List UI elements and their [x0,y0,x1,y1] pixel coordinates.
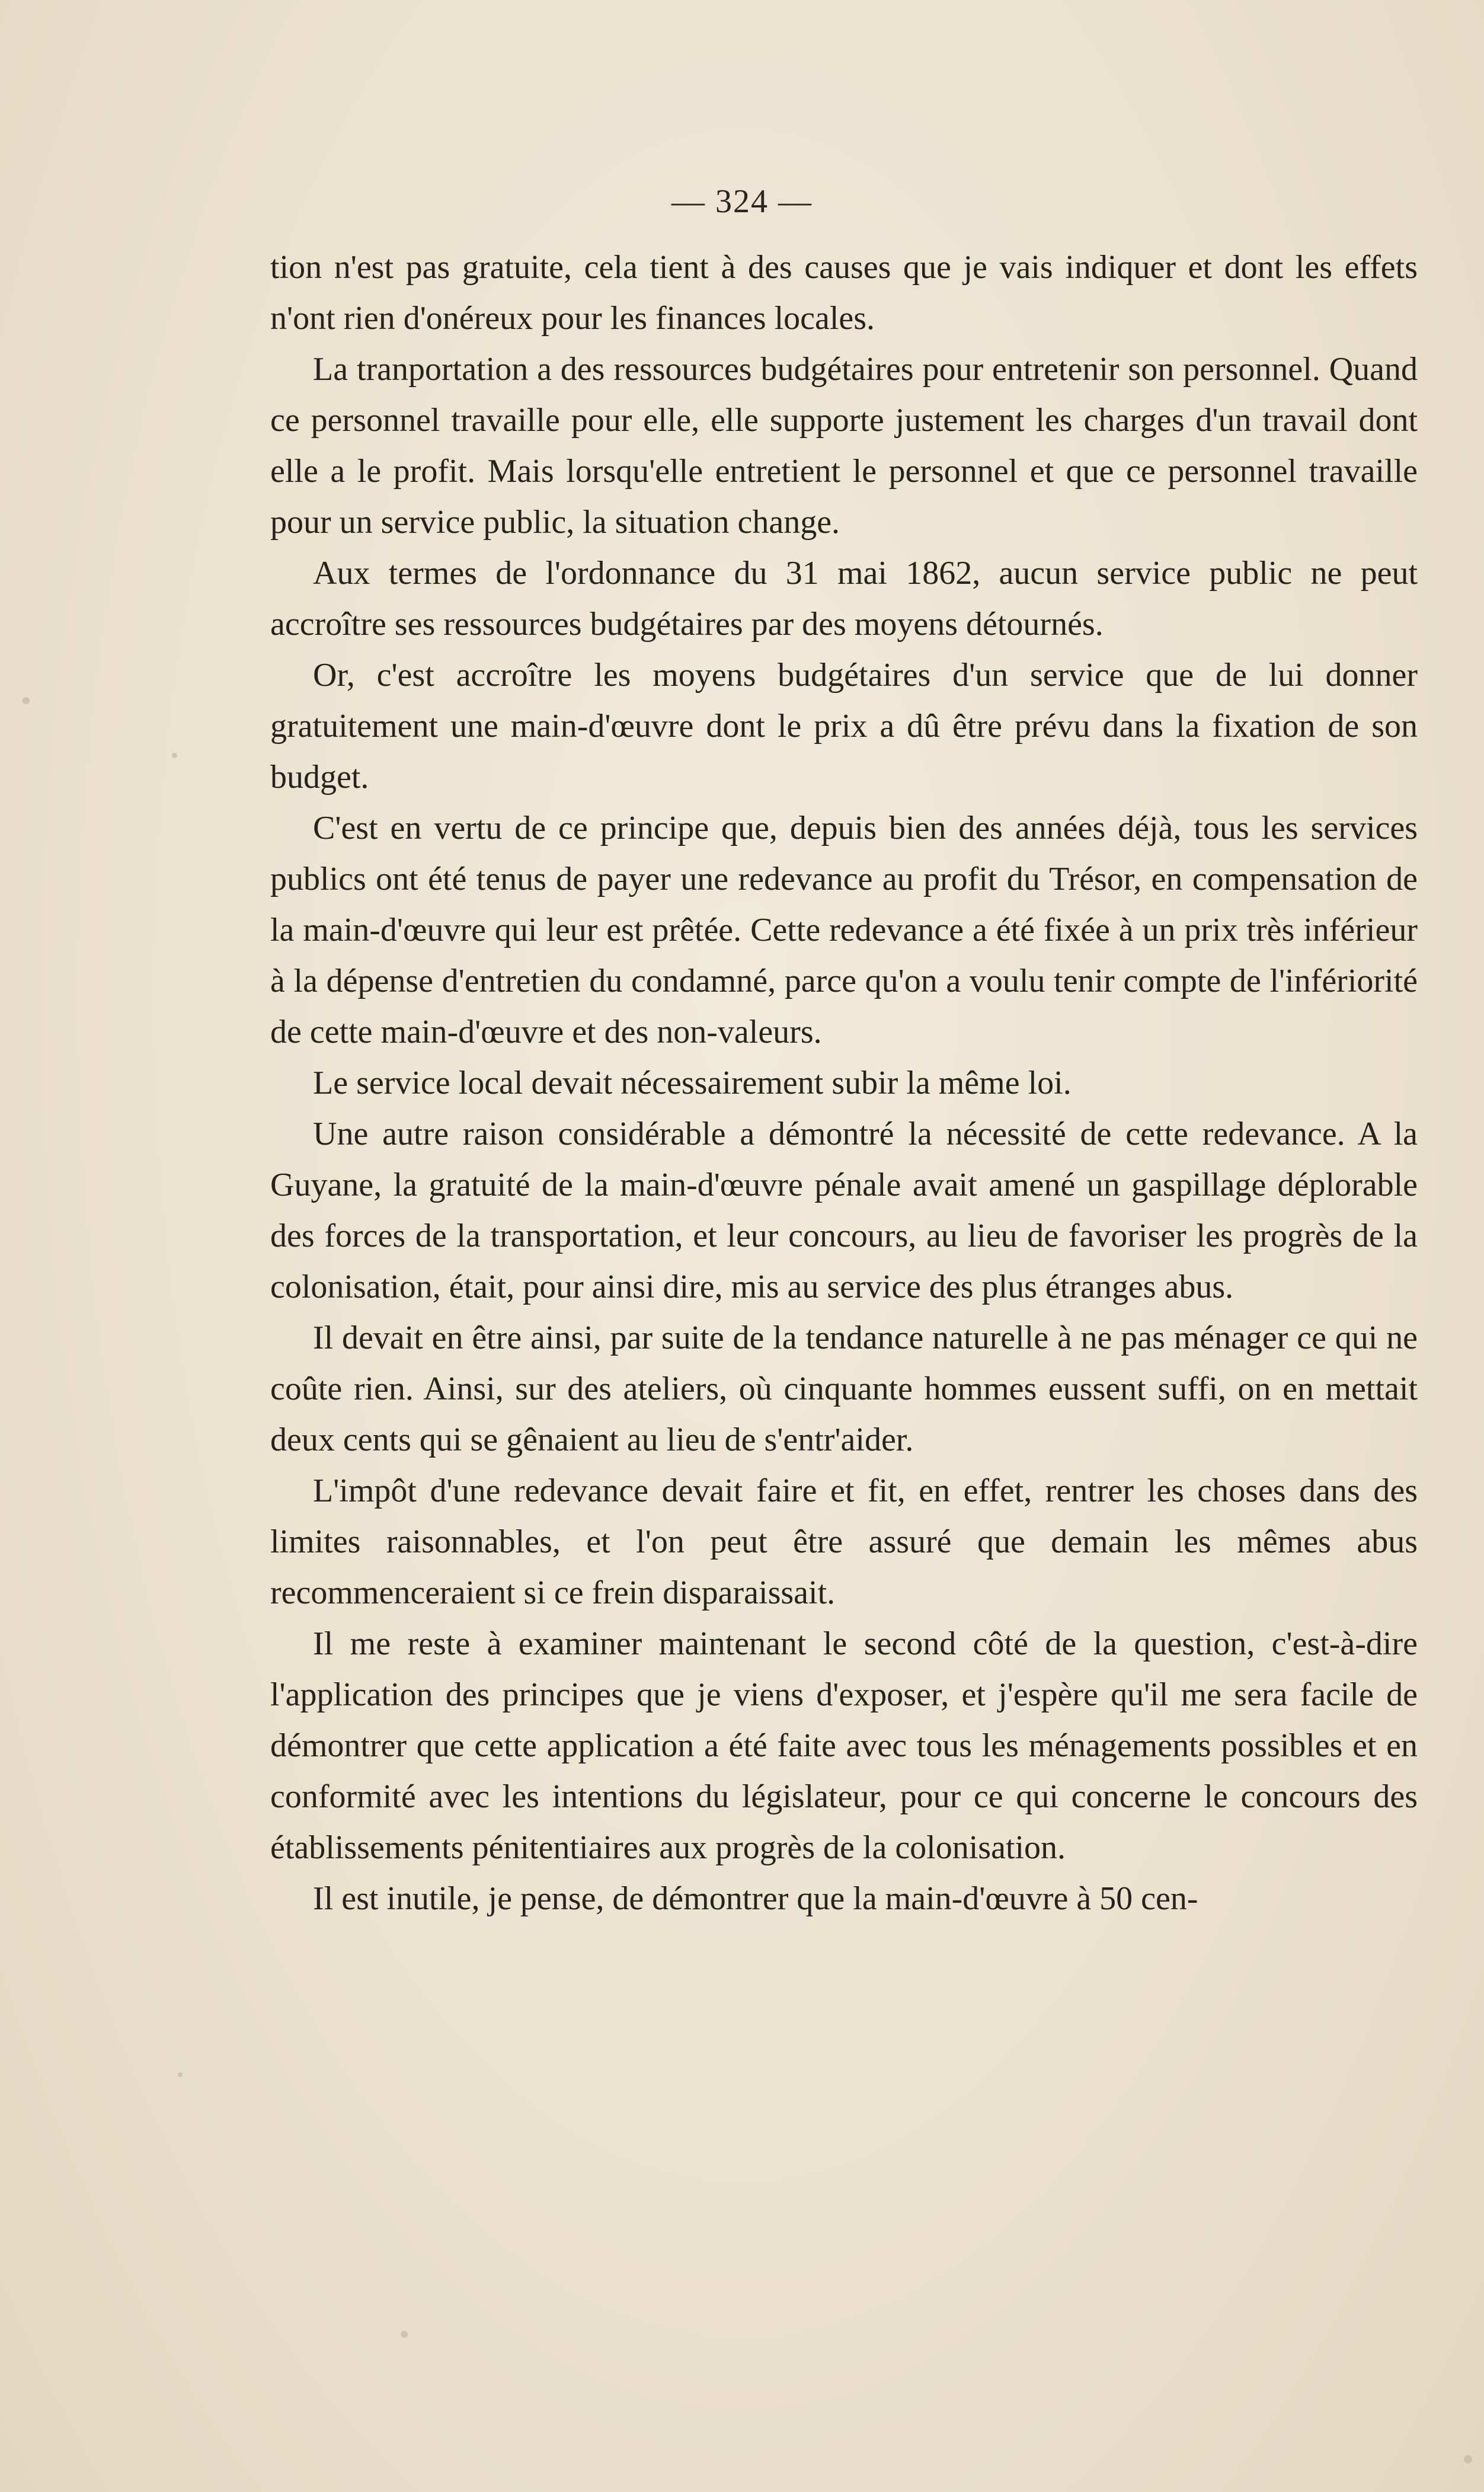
paragraph: L'impôt d'une redevance devait faire et fit, en effet, rentrer les choses dans des limites raisonnables, et l'on peut être assuré que demain les mêmes abus recommenceraient si ce frein disparaissait. [270,1472,1418,1611]
paragraph: Il me reste à examiner maintenant le second côté de la question, c'est-à-dire l'application des principes que je viens d'exposer, et j'espère qu'il me sera facile de démontrer que cette application a été faite avec tous les ménagements possibles et en conformité avec les intentions du législateur, pour ce qui concerne le concours des établissements pénitentiaires aux progrès de la colonisation. [270,1625,1418,1866]
page-number: — 324 — [671,183,813,220]
paragraph: tion n'est pas gratuite, cela tient à des causes que je vais indiquer et dont les effets n'ont rien d'onéreux pour les finances locales. [270,249,1418,337]
paragraph: Il devait en être ainsi, par suite de la tendance naturelle à ne pas ménager ce qui ne coûte rien. Ainsi, sur des ateliers, où cinquante hommes eussent suffi, on en mettait deux cents qui se gênaient au lieu de s'entr'aider. [270,1320,1418,1458]
paragraph: La tranportation a des ressources budgétaires pour entretenir son personnel. Quand ce personnel travaille pour elle, elle supporte justement les charges d'un travail dont elle a le profit. Mais lorsqu'elle entretient le personnel et que ce personnel travaille pour un service public, la situation change. [270,351,1418,541]
paper-speck [172,753,177,758]
page-body-text [270,242,1418,1924]
paragraph: C'est en vertu de ce principe que, depuis bien des années déjà, tous les services publics ont été tenus de payer une redevance au profit du Trésor, en compensation de la main-d'œuvre qui leur est prêtée. Cette redevance a été fixée à un prix très inférieur à la dépense d'entretien du condamné, parce qu'on a voulu tenir compte de l'infériorité de cette main-d'œuvre et des non-valeurs. [270,810,1418,1050]
paper-speck [178,2072,183,2077]
paper-speck [23,697,30,704]
paragraph: Le service local devait nécessairement subir la même loi. [313,1065,1072,1101]
paper-speck [1464,2455,1472,2464]
paper-speck [401,2331,408,2338]
paragraph: Aux termes de l'ordonnance du 31 mai 1862, aucun service public ne peut accroître ses ressources budgétaires par des moyens détournés. [270,555,1418,643]
paragraph: Or, c'est accroître les moyens budgétaires d'un service que de lui donner gratuitement une main-d'œuvre dont le prix a dû être prévu dans la fixation de son budget. [270,657,1418,795]
paragraph: Il est inutile, je pense, de démontrer que la main-d'œuvre à 50 cen- [313,1880,1198,1917]
paragraph: Une autre raison considérable a démontré la nécessité de cette redevance. A la Guyane, la gratuité de la main-d'œuvre pénale avait amené un gaspillage déplorable des forces de la transportation, et leur concours, au lieu de favoriser les progrès de la colonisation, était, pour ainsi dire, mis au service des plus étranges abus. [270,1116,1418,1305]
